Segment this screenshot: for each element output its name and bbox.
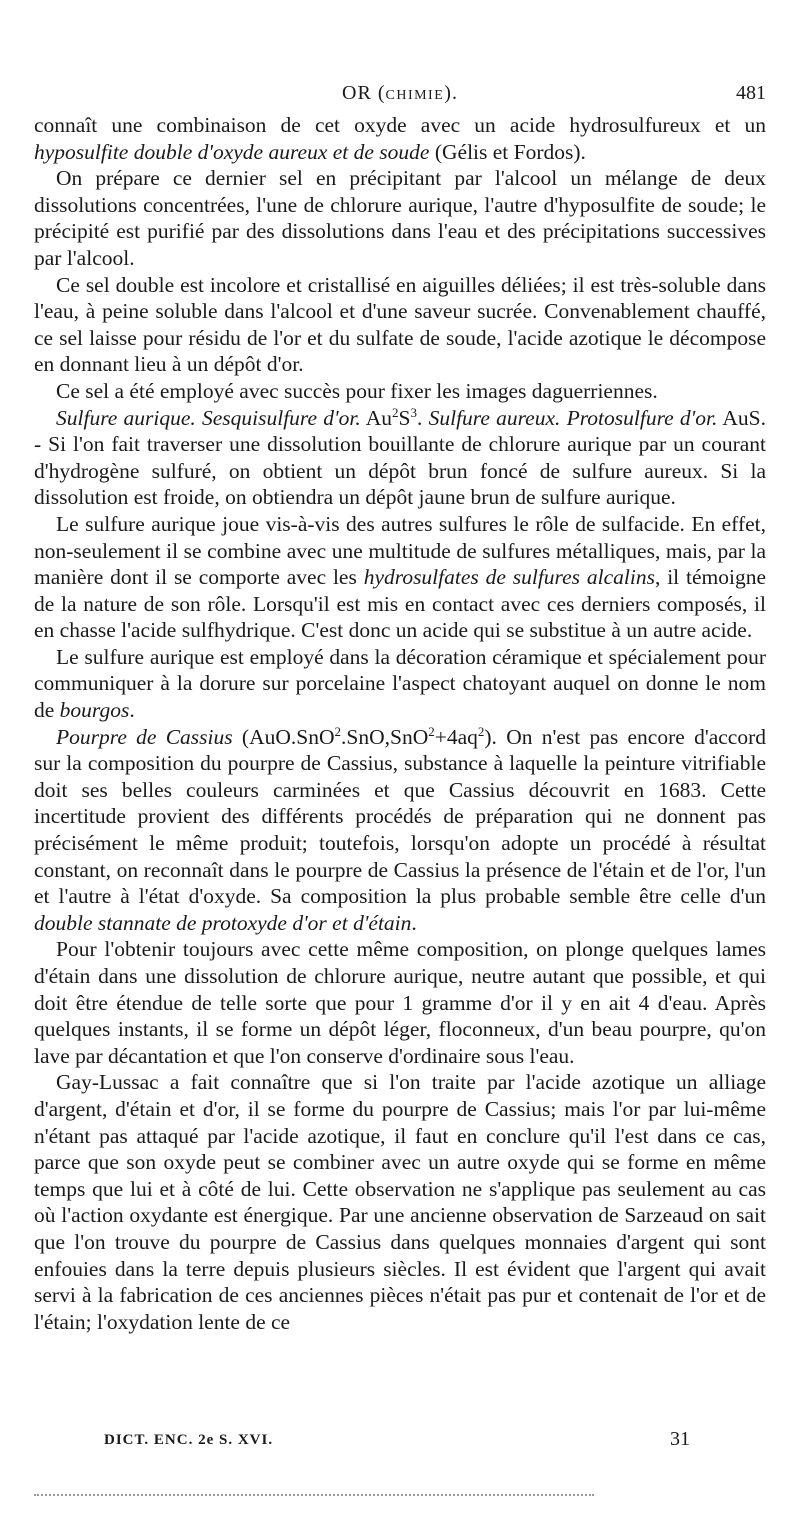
paragraph [34, 378, 766, 405]
text-run: Le sulfure aurique joue vis-à-vis des autres sulfures le rôle de sulfacide. En effet, non-seulement il se combine avec une multitude de sulfures métalliques, mais, par la manière dont il se comporte avec les [34, 511, 766, 590]
bottom-rule [34, 1494, 594, 1496]
italic-text: Sulfure aurique. Sesquisulfure d'or. [56, 405, 361, 430]
text-run: Au [360, 405, 393, 430]
text-run: S [398, 405, 411, 430]
page-footer [104, 1428, 690, 1458]
printer-signature: DICT. ENC. 2e S. XVI. [104, 1432, 274, 1448]
paragraph [34, 644, 766, 724]
body-text [34, 112, 766, 1335]
running-header [34, 82, 766, 112]
text-run: On prépare ce dernier sel en précipitant par l'alcool un mélange de deux dissolutions concentrées, l'une de chlorure aurique, l'autre d'hyposulfite de soude; le précipité est purifié par des dissolutions dans l'eau et des précipitations successives par l'alcool. [34, 166, 766, 270]
text-run: Pour l'obtenir toujours avec cette même composition, on plonge quelques lames d'étain dans une dissolution de chlorure aurique, neutre autant que possible, et qui doit être étendue de telle sorte que pour 1 gramme d'or il y en ait 4 d'eau. Après quelques instants, il se forme un dépôt léger, floconneux, d'un beau pourpre, qu'on lave par décantation et que l'on conserve d'ordinaire sous l'eau. [34, 937, 766, 1068]
superscript: 2 [392, 404, 399, 420]
text-run: Ce sel a été employé avec succès pour fixer les images daguerriennes. [56, 378, 658, 403]
paragraph [34, 272, 766, 378]
italic-text: Pourpre de Cassius [56, 724, 233, 749]
superscript: 2 [477, 723, 485, 739]
text-run: . [411, 910, 417, 935]
italic-text: hydrosulfates de sulfures alcalins [363, 565, 655, 590]
text-run: . [417, 405, 429, 430]
superscript: 2 [334, 723, 341, 739]
italic-text: bourgos [59, 698, 130, 723]
italic-text: double stannate de protoxyde d'or et d'étain [34, 910, 412, 935]
italic-text: Sulfure aureux. Protosulfure d'or. [428, 405, 718, 430]
italic-text: hyposulfite double d'oxyde aureux et de soude [34, 139, 430, 164]
paragraph [34, 1069, 766, 1335]
page-number: 481 [736, 82, 766, 104]
text-run: Le sulfure aurique est employé dans la décoration céramique et spécialement pour communiquer à la dorure sur porcelaine l'aspect chatoyant auquel on donne le nom de [34, 644, 766, 723]
paragraph [34, 405, 766, 511]
paragraph [34, 112, 766, 165]
text-run: AuS. - Si l'on fait traverser une dissolution bouillante de chlorure aurique par un courant d'hydrogène sulfuré, on obtient un dépôt brun foncé de sulfure aureux. Si la dissolution est froide, on obtiendra un dépôt jaune brun de sulfure aurique. [34, 405, 767, 510]
text-run: ). On n'est pas encore d'accord sur la composition du pourpre de Cassius, substance à laquelle la peinture vitrifiable doit ses belles couleurs carminées et que Cassius découvrit en 1683. Cette incertitude provient des différents procédés de préparation qui ne donnent pas précisément le même produit; toutefois, lorsqu'on adopte un procédé à résultat constant, on reconnaît dans le pourpre de Cassius la présence de l'étain et de l'or, l'un et l'autre à l'état d'oxyde. Sa composition la plus probable semble être celle d'un [34, 724, 766, 909]
paragraph [34, 936, 766, 1069]
text-run: (Gélis et Fordos). [429, 139, 586, 164]
text-run: , il témoigne de la nature de son rôle. Lorsqu'il est mis en contact avec ces derniers composés, il en chasse l'acide sulfhydrique. C'est donc un acide qui se substitue à un autre acide. [34, 565, 766, 643]
text-run: . [129, 698, 135, 723]
sheet-number: 31 [670, 1428, 690, 1450]
paragraph [34, 511, 766, 644]
superscript: 3 [410, 404, 417, 420]
running-title-smallcaps: CHIMIE [385, 88, 445, 103]
running-title [34, 82, 766, 105]
text-run: (AuO.SnO [232, 724, 335, 749]
running-title-main: OR ( [342, 82, 386, 104]
text-run: connaît une combinaison de cet oxyde avec un acide hydrosulfureux et un [34, 113, 766, 137]
text-run: Gay-Lussac a fait connaître que si l'on traite par l'acide azotique un alliage d'argent, d'étain et d'or, il se forme du pourpre de Cassius; mais l'or par lui-même n'étant pas attaqué par l'acide azotique, il faut en conclure qu'il l'est dans ce cas, parce que son oxyde peut se combiner avec un autre oxyde qui se forme en même temps que lui et à côté de lui. Cette observation ne s'applique pas seulement au cas où l'action oxydante est énergique. Par une ancienne observation de Sarzeaud on sait que l'on trouve du pourpre de Cassius dans quelques monnaies d'argent qui sont enfouies dans la terre depuis plusieurs siècles. Il est évident que l'argent qui avait servi à la fabrication de ces anciennes pièces n'était pas pur et contenait de l'or et de l'étain; l'oxydation lente de ce [34, 1070, 766, 1334]
paragraph [34, 165, 766, 271]
superscript: 2 [428, 723, 435, 739]
text-run: +4aq [434, 724, 478, 749]
text-run: .SnO,SnO [341, 724, 429, 749]
running-title-end: ). [444, 82, 458, 104]
paragraph [34, 724, 766, 937]
text-run: Ce sel double est incolore et cristallisé en aiguilles déliées; il est très-soluble dans l'eau, à peine soluble dans l'alcool et d'une saveur sucrée. Convenablement chauffé, ce sel laisse pour résidu de l'or et du sulfate de soude, l'acide azotique le décompose en donnant lieu à un dépôt d'or. [34, 272, 766, 377]
